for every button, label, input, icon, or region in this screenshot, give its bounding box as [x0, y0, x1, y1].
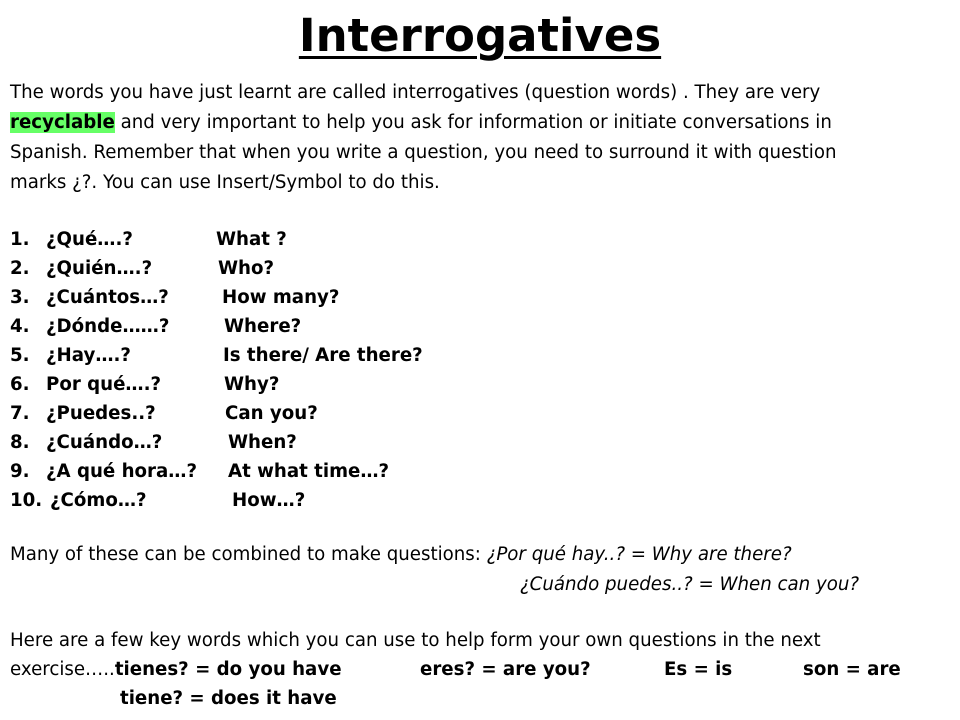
spanish-word: ¿A qué hora…? [46, 461, 198, 482]
spanish-word: ¿Puedes..? [46, 403, 156, 424]
english-translation: How many? [222, 287, 340, 308]
english-translation: Can you? [225, 403, 318, 424]
combine-lead: Many of these can be combined to make questions: [10, 544, 487, 565]
keyword-es: Es = is [664, 659, 733, 680]
intro-line-1: The words you have just learnt are called interrogatives (question words) . They are very [10, 82, 821, 103]
item-number: 8. [10, 432, 30, 453]
english-translation: What ? [216, 229, 287, 250]
spanish-word: ¿Hay….? [46, 345, 131, 366]
spanish-word: Por qué….? [46, 374, 162, 395]
spanish-word: ¿Dónde……? [46, 316, 170, 337]
spanish-word: ¿Cómo…? [50, 490, 147, 511]
keywords-lead: exercise….. [10, 659, 115, 680]
english-translation: Who? [218, 258, 275, 279]
combine-example-1: ¿Por qué hay..? = Why are there? [486, 544, 792, 565]
item-number: 1. [10, 229, 30, 250]
intro-line-4: marks ¿?. You can use Insert/Symbol to do this. [10, 172, 440, 193]
item-number: 2. [10, 258, 30, 279]
english-translation: Is there/ Are there? [223, 345, 423, 366]
english-translation: At what time…? [228, 461, 390, 482]
intro-line-2-rest: and very important to help you ask for information or initiate conversations in [114, 112, 832, 133]
item-number: 7. [10, 403, 30, 424]
intro-line-2 [10, 108, 950, 138]
item-number: 3. [10, 287, 30, 308]
highlighted-word: recyclable [10, 112, 115, 133]
spanish-word: ¿Cuántos…? [46, 287, 169, 308]
item-number: 5. [10, 345, 30, 366]
keyword-tienes: tienes? = do you have [114, 659, 342, 680]
english-translation: Where? [224, 316, 302, 337]
intro-line-3: Spanish. Remember that when you write a question, you need to surround it with question [10, 142, 837, 163]
keyword-eres: eres? = are you? [420, 659, 591, 680]
spanish-word: ¿Quién….? [46, 258, 153, 279]
english-translation: How…? [232, 490, 306, 511]
keyword-tiene: tiene? = does it have [120, 688, 337, 709]
keyword-son: son = are [803, 659, 901, 680]
spanish-word: ¿Qué….? [46, 229, 133, 250]
keywords-row [10, 655, 342, 684]
spanish-word: ¿Cuándo…? [46, 432, 163, 453]
item-number: 10. [10, 490, 43, 511]
english-translation: When? [228, 432, 297, 453]
keywords-intro: Here are a few key words which you can use to help form your own questions in the next [10, 630, 821, 651]
item-number: 6. [10, 374, 30, 395]
combine-example-2: ¿Cuándo puedes..? = When can you? [520, 574, 860, 595]
item-number: 4. [10, 316, 30, 337]
item-number: 9. [10, 461, 30, 482]
intro-paragraph [10, 78, 950, 198]
combine-sentence [10, 540, 792, 570]
page-title: Interrogatives [298, 9, 662, 62]
english-translation: Why? [224, 374, 280, 395]
